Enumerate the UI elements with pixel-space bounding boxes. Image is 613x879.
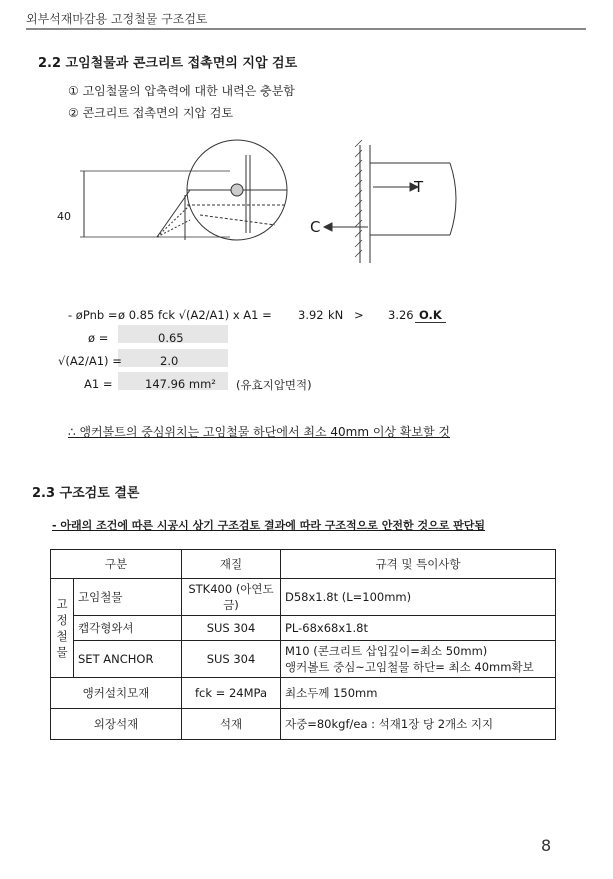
table-row xyxy=(51,709,556,740)
header-spec: 규격 및 특이사항 xyxy=(281,550,556,579)
anchor-detail-figure xyxy=(50,135,470,265)
row-material: SUS 304 xyxy=(182,616,281,641)
row-spec-line1: M10 (콘크리트 삽입깊이=최소 50mm) xyxy=(285,644,488,658)
section-2-3-title: 2.3 구조검토 결론 xyxy=(32,486,140,501)
calc-row4-note: (유효지압면적) xyxy=(236,378,312,392)
row-material: fck = 24MPa xyxy=(182,678,281,709)
calc-row1-compare: 3.26 xyxy=(388,308,414,322)
calc-row1-lhs: - øPnb = xyxy=(68,308,118,322)
row-name: 고임철물 xyxy=(74,579,182,616)
tension-label: T xyxy=(414,178,424,196)
section-2-2-title: 2.2 고임철물과 콘크리트 접촉면의 지압 검토 xyxy=(38,56,298,71)
row-name: 앵커설치모재 xyxy=(51,678,182,709)
item-1: ① 고임철물의 압축력에 대한 내력은 충분함 xyxy=(68,84,295,98)
row-name: 외장석재 xyxy=(51,709,182,740)
row-spec: PL-68x68x1.8t xyxy=(281,616,556,641)
row-spec: D58x1.8t (L=100mm) xyxy=(281,579,556,616)
calc-row2-val: 0.65 xyxy=(158,331,184,345)
header-material: 재질 xyxy=(182,550,281,579)
calc-row2-lhs: ø = xyxy=(88,331,109,345)
group-label: 고정 철물 xyxy=(51,579,74,678)
dim-40-label: 40 xyxy=(57,210,71,223)
table-row xyxy=(51,579,556,616)
calc-row4-lhs: A1 = xyxy=(84,377,113,391)
header-category: 구분 xyxy=(51,550,182,579)
table-header-row xyxy=(51,550,556,579)
calc-row1-unit: kN xyxy=(328,308,344,322)
row-spec-multiline xyxy=(281,641,556,678)
row-spec-line2: 앵커볼트 중심~고임철물 하단= 최소 40mm확보 xyxy=(285,660,534,674)
table-row xyxy=(51,641,556,678)
row-name: SET ANCHOR xyxy=(74,641,182,678)
calc-row4-val: 147.96 mm² xyxy=(145,377,216,391)
header-rule xyxy=(26,28,586,30)
item-2: ② 콘크리트 접촉면의 지압 검토 xyxy=(68,106,234,120)
conclusion-note: ∴ 앵커볼트의 중심위치는 고임철물 하단에서 최소 40mm 이상 확보할 것 xyxy=(68,425,451,439)
row-material: 석재 xyxy=(182,709,281,740)
calc-row1-op: > xyxy=(354,308,364,322)
row-name: 캡각형와셔 xyxy=(74,616,182,641)
compression-label: C xyxy=(310,218,321,236)
calc-row3-lhs: √(A2/A1) = xyxy=(58,354,122,368)
calc-row1-formula: ø 0.85 fck √(A2/A1) x A1 = xyxy=(118,308,272,322)
row-spec: 자중=80kgf/ea : 석재1장 당 2개소 지지 xyxy=(281,709,556,740)
table-row xyxy=(51,678,556,709)
calc-row1-value: 3.92 xyxy=(298,308,324,322)
conclusion-statement: - 아래의 조건에 따른 시공시 상기 구조검토 결과에 따라 구조적으로 안전한 것으로 판단됨 xyxy=(52,519,486,532)
header-title: 외부석재마감용 고정철물 구조검토 xyxy=(26,12,208,26)
spec-table xyxy=(50,549,556,740)
row-material: SUS 304 xyxy=(182,641,281,678)
calc-result-ok: O.K xyxy=(415,308,446,323)
table-row xyxy=(51,616,556,641)
page-number: 8 xyxy=(541,836,552,855)
calc-row3-val: 2.0 xyxy=(160,354,179,368)
row-spec: 최소두께 150mm xyxy=(281,678,556,709)
row-material: STK400 (아연도금) xyxy=(182,579,281,616)
